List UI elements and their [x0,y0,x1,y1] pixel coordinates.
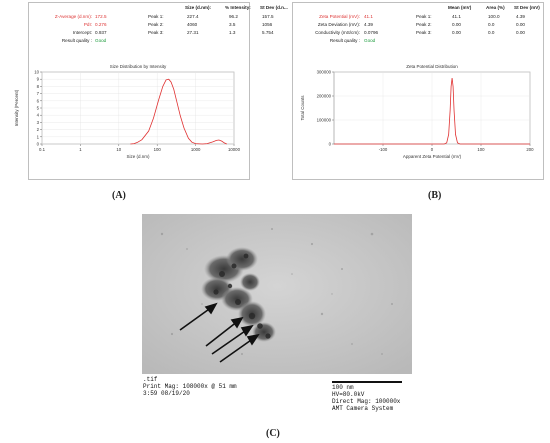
x-tick-label: 10 [116,147,122,152]
quality-label-a: Result quality : [61,38,92,43]
size-distribution-chart [8,54,244,164]
tem-camera: AMT Camera System [332,405,394,412]
tem-micrograph [142,214,412,374]
table-a-col-intensity [229,14,238,35]
y-tick-label: 0 [328,141,331,147]
chart-title: Zeta Potential Distribution [406,64,458,69]
table-a-cell: 227.4 [187,14,199,19]
y-tick-label: 8 [36,83,39,89]
y-tick-label: 3 [36,119,39,125]
table-b-cell: 0.0 [488,30,495,35]
scale-bar [332,381,402,383]
table-a-cell: 1056 [262,22,273,27]
table-b-col-stdev [516,14,525,35]
panel-a-stat-labels [32,14,92,43]
caption-a: (A) [112,190,126,201]
table-a-header-size: Size (d.nm): [185,5,212,10]
x-tick-label: 200 [526,147,534,152]
tem-direct-mag: Direct Mag: 100000x [332,398,401,405]
table-a-header-stdev: St Dev (d.n... [260,5,288,10]
table-b-header-mean: Mean (mV) [448,5,472,10]
intercept-value: 0.937 [95,30,107,35]
zeta-potential-chart [296,54,540,164]
table-a-cell: 96.2 [229,14,238,19]
x-tick-label: 100 [153,147,161,152]
tem-filename: .tif [143,376,158,383]
table-b-cell: 100.0 [488,14,500,19]
y-tick-label: 1 [36,134,39,140]
x-tick-label: 1000 [190,147,201,152]
panel-b-stat-labels [296,14,360,43]
table-b-cell: 0.00 [452,30,461,35]
table-b-cell: 0.00 [516,22,525,27]
table-a-row-label: Peak 2: [148,22,164,27]
table-b-col-mean [452,14,461,35]
table-b-cell: 4.39 [516,14,525,19]
tem-print-mag: Print Mag: 108000x @ 51 mm [143,383,237,390]
x-tick-label: 100 [477,147,485,152]
zeta-deviation-value: 4.39 [364,22,373,27]
y-tick-label: 300000 [316,69,331,75]
x-tick-label: 0.1 [39,147,45,152]
y-tick-label: 6 [36,98,39,104]
x-tick-label: -100 [378,147,388,152]
table-a-cell: 1.3 [229,30,236,35]
y-tick-label: 5 [36,105,39,111]
table-a-cell: 27.31 [187,30,199,35]
x-tick-label: 1 [79,147,82,152]
table-b-row-labels [416,14,432,35]
x-axis-label: Apparent Zeta Potential (mV) [402,154,462,159]
table-b-cell: 0.00 [516,30,525,35]
table-a-cell: 4060 [187,22,198,27]
zeta-deviation-label: Zeta Deviation (mV): [317,22,360,27]
table-a-cell: 3.5 [229,22,236,27]
quality-value-a: Good [95,38,107,43]
table-b-cell: 41.1 [452,14,461,19]
table-a-col-stdev [262,14,274,35]
pdi-label: PdI: [83,22,92,27]
tem-info-right [332,384,400,412]
table-b-cell: 0.0 [488,22,495,27]
y-tick-label: 0 [36,141,39,147]
table-b-row-label: Peak 3: [416,30,432,35]
panel-b-stat-values [364,14,378,43]
x-tick-label: 10000 [228,147,240,152]
tem-timestamp: 3:59 08/19/20 [143,390,190,397]
tem-hv: HV=80.0kV [332,391,365,398]
zeta-potential-value: 41.1 [364,14,373,19]
table-a-row-label: Peak 1: [148,14,164,19]
y-axis-label: Total Counts [300,95,305,121]
caption-c: (C) [266,428,280,439]
table-b-header-stdev: St Dev (mV) [514,5,540,10]
table-a-row-label: Peak 3: [148,30,164,35]
y-tick-label: 10 [34,69,39,75]
z-average-value: 172.5 [95,14,107,19]
tem-image [142,214,412,374]
y-tick-label: 7 [36,91,39,97]
y-tick-label: 200000 [316,93,331,99]
y-tick-label: 2 [36,127,39,133]
caption-b: (B) [428,190,442,201]
table-b-row-label: Peak 2: [416,22,432,27]
table-a-header-intensity: % Intensity: [225,5,251,10]
intercept-label: Intercept: [72,30,92,35]
chart-title: Size Distribution by Intensity [109,64,167,69]
table-b-cell: 0.00 [452,22,461,27]
table-a-cell: 157.5 [262,14,274,19]
table-a-col-size [187,14,199,35]
conductivity-label: Conductivity (mS/cm): [315,30,360,35]
conductivity-value: 0.0796 [364,30,379,35]
quality-value-b: Good [364,38,376,43]
table-b-col-area [488,14,500,35]
table-a-cell: 5.754 [262,30,274,35]
table-b-header-area: Area (%) [486,5,505,10]
scale-bar-label: 100 nm [332,384,354,391]
x-tick-label: 0 [430,147,434,152]
pdi-value: 0.276 [95,22,107,27]
zeta-potential-label: Zeta Potential (mV): [319,14,360,19]
y-tick-label: 4 [36,112,39,118]
y-tick-label: 9 [36,76,39,82]
y-axis-label: Intensity (Percent) [14,89,19,127]
x-axis-label: Size (d.nm) [126,154,150,159]
tem-background [142,214,412,374]
z-average-label: Z-Average (d.nm): [54,14,92,19]
table-a-row-labels [148,14,164,35]
panel-a-stat-values [95,14,107,43]
y-tick-label: 100000 [316,117,331,123]
tem-info-left [143,376,237,397]
quality-label-b: Result quality : [329,38,360,43]
table-b-row-label: Peak 1: [416,14,432,19]
